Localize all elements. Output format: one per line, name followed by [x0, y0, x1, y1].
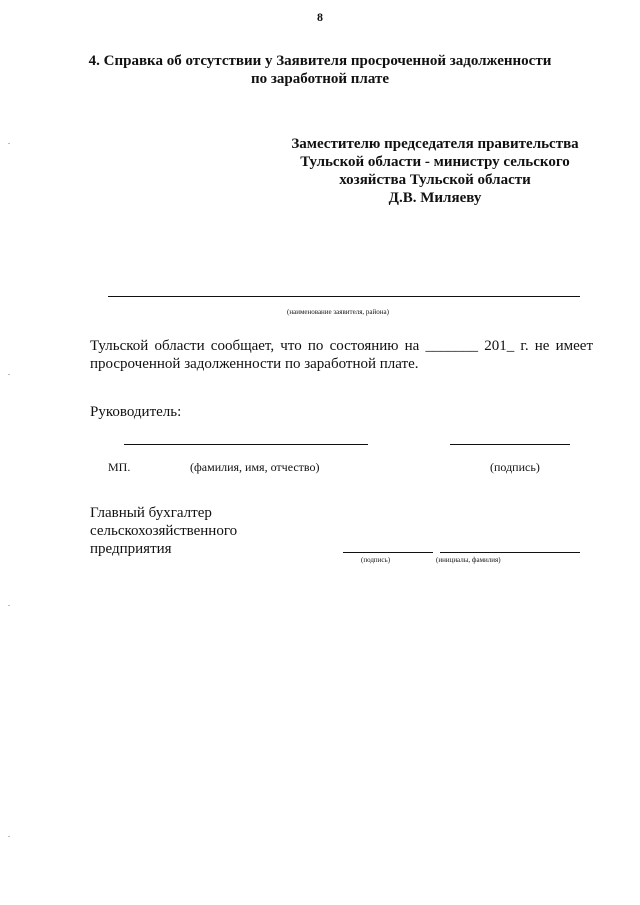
accountant-line-2: сельскохозяйственного: [90, 523, 238, 539]
title-line-1: 4. Справка об отсутствии у Заявителя просроченной задолженности: [88, 53, 552, 69]
addressee-block: [280, 135, 590, 207]
body-line-2: просроченной задолженности по заработной плате.: [90, 356, 419, 372]
margin-mark: [8, 374, 10, 375]
accountant-initials-line: [440, 552, 580, 553]
margin-mark: [8, 143, 10, 144]
body-text: [90, 337, 593, 373]
accountant-initials-caption: (инициалы, фамилия): [436, 556, 501, 564]
accountant-signature-line: [343, 552, 433, 553]
accountant-line-1: Главный бухгалтер: [90, 505, 212, 521]
director-signature-line: [450, 444, 570, 445]
margin-mark: [8, 836, 10, 837]
accountant-signature-caption: (подпись): [361, 556, 391, 564]
addressee-line-1: Заместителю председателя правительства: [291, 136, 579, 152]
director-name-line: [124, 444, 368, 445]
document-title: [70, 52, 570, 88]
applicant-name-caption: (наименование заявителя, района): [287, 308, 389, 316]
addressee-line-4: Д.В. Миляеву: [388, 190, 482, 206]
applicant-name-line: [108, 296, 580, 297]
stamp-label: МП.: [108, 460, 131, 474]
director-label: Руководитель:: [90, 404, 182, 420]
chief-accountant-label: [90, 504, 237, 558]
title-line-2: по заработной плате: [251, 71, 389, 87]
addressee-line-2: Тульской области - министру сельского: [300, 154, 570, 170]
director-name-caption: (фамилия, имя, отчество): [190, 460, 320, 474]
accountant-line-3: предприятия: [90, 541, 172, 557]
body-line-1: Тульской области сообщает, что по состоянию на _______ 201_ г. не имеет: [90, 338, 593, 354]
addressee-line-3: хозяйства Тульской области: [339, 172, 531, 188]
director-signature-caption: (подпись): [490, 460, 540, 474]
margin-mark: [8, 605, 10, 606]
page-number: 8: [317, 10, 323, 24]
